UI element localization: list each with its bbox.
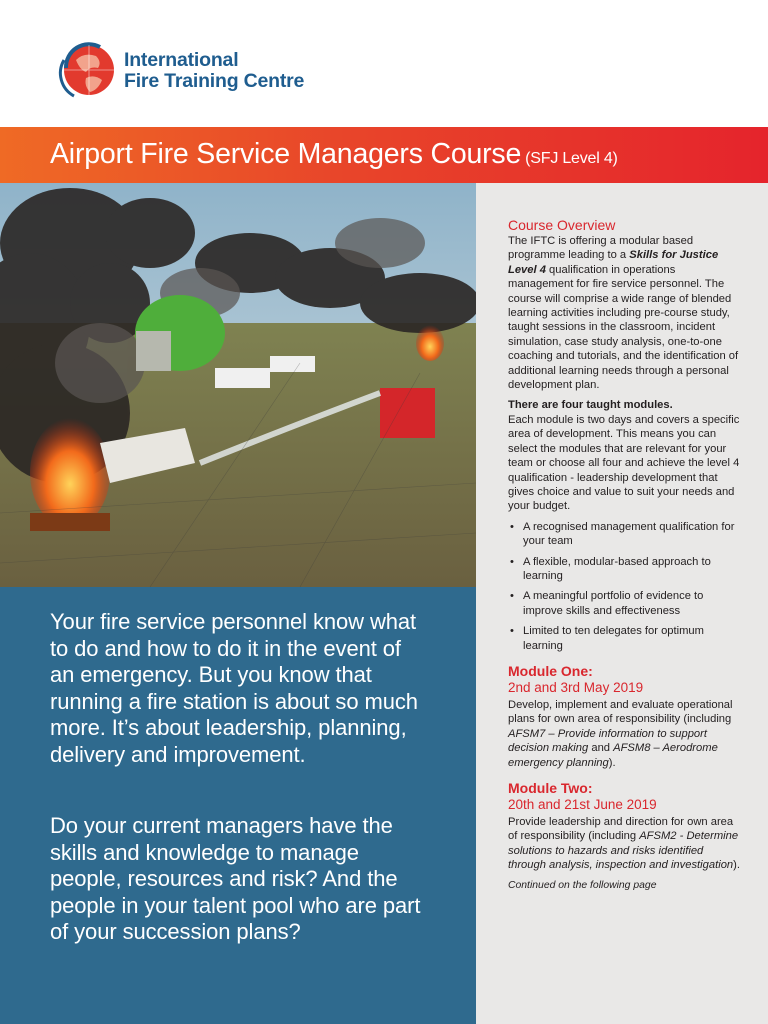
continued-note: Continued on the following page: [508, 879, 657, 891]
overview-text-b: qualification in operations management for fire service personnel. The course will comprise a wide range of blended learning activities including pre-course study, taught sessions in the classroom, incident simulation, case study analysis, one-to-one coaching and tutorials, and the identification of additional learning needs through a personal development plan.: [508, 263, 739, 392]
bullet-icon: •: [510, 555, 514, 568]
module-one-heading: Module One:: [508, 662, 593, 679]
overview-text-a: The IFTC is offering a modular based programme leading to a: [508, 235, 694, 262]
list-item: [508, 624, 740, 653]
module-one-unit-2: AFSM8 – Aerodrome emergency planning: [508, 742, 718, 769]
logo-line-1: International: [124, 49, 239, 71]
course-overview-heading: Course Overview: [508, 217, 616, 233]
course-title: Airport Fire Service Managers Course: [50, 138, 522, 170]
logo-line-2: Fire Training Centre: [124, 70, 305, 92]
course-title-banner: [0, 127, 768, 183]
module-one-text: [508, 698, 740, 770]
list-item: [508, 520, 740, 549]
course-info-sidebar: [476, 183, 768, 1024]
module-one-unit-1: AFSM7 – Provide information to support decision making: [508, 727, 707, 755]
modules-intro-heading: There are four taught modules.: [508, 399, 673, 412]
modules-intro-text: Each module is two days and covers a specific area of development. This means you can select the modules that are relevant for your team or choose all four and achieve the level 4 qualification - leadership development that gives choice and value to suit your needs and your budget.: [508, 413, 740, 513]
airport-fire-training-photo: [0, 183, 476, 587]
bullet-text: A meaningful portfolio of evidence to improve skills and effectiveness: [523, 590, 704, 617]
course-overview-text: [508, 234, 740, 392]
list-item: [508, 589, 740, 618]
intro-paragraph-2: Do your current managers have the skills and knowledge to manage people, resources and risk? And the people in your talent pool who are part of your succession plans?: [50, 813, 421, 945]
bullet-icon: •: [510, 625, 514, 638]
module-two-heading: Module Two:: [508, 780, 593, 796]
course-level: (SFJ Level 4): [525, 150, 618, 167]
bullet-icon: •: [510, 590, 514, 603]
module-one-date: 2nd and 3rd May 2019: [508, 679, 644, 695]
benefits-list: [508, 520, 740, 653]
intro-panel: [0, 587, 476, 1024]
bullet-icon: •: [510, 520, 514, 533]
module-two-unit: AFSM2 - Determine solutions to hazards and risks identified through analysis, inspection and investigation: [508, 830, 739, 872]
module-two-text-a: Provide leadership and direction for own area of responsibility (including: [508, 816, 734, 843]
module-two-text-b: ).: [733, 859, 740, 872]
overview-qualification: Skills for Justice Level 4: [508, 249, 719, 276]
organization-logo: [50, 36, 390, 108]
bullet-text: Limited to ten delegates for optimum learning: [523, 625, 704, 652]
list-item: [508, 555, 740, 584]
bullet-text: A recognised management qualification for your team: [523, 520, 735, 548]
globe-logo-icon: [56, 38, 118, 100]
intro-paragraph-1: Your fire service personnel know what to do and how to do it in the event of an emergency. But you know that running a fire station is about so much more. It’s about leadership, planning, delivery and improvement.: [50, 609, 418, 767]
module-one-text-a: Develop, implement and evaluate operational plans for own area of responsibility (including: [508, 698, 733, 726]
module-one-text-c: ).: [608, 756, 616, 769]
page-title: [50, 138, 618, 171]
module-two-text: [508, 815, 740, 873]
module-two-date: 20th and 21st June 2019: [508, 797, 657, 812]
module-one-text-b: and: [588, 742, 614, 755]
bullet-text: A flexible, modular-based approach to learning: [523, 555, 711, 582]
